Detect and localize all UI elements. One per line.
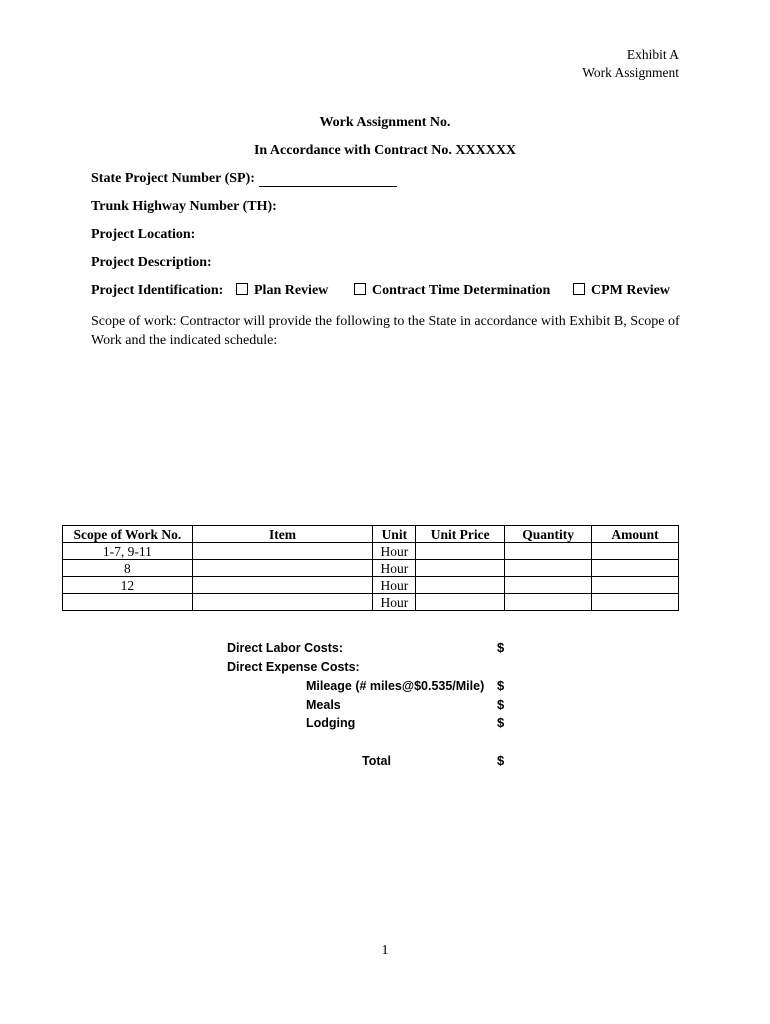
table-row [63,577,679,594]
scope-no-cell: 1-7, 9-11 [63,543,193,560]
item-cell[interactable] [192,594,373,611]
page-number: 1 [381,943,389,958]
table-row [63,560,679,577]
cpm-review-checkbox[interactable] [573,283,585,295]
quantity-cell[interactable] [505,560,592,577]
header-quantity: Quantity [505,526,592,543]
item-cell[interactable] [192,577,373,594]
table-header-row [63,526,679,543]
total-label: Total [362,754,391,768]
meals-label: Meals [306,698,341,712]
state-project-label: State Project Number (SP): [91,171,255,186]
mileage-dollar: $ [497,678,505,693]
project-identification-row [91,283,683,301]
table-row [63,594,679,611]
mileage-label: Mileage (# miles@$0.535/Mile) [306,679,485,693]
trunk-highway-label: Trunk Highway Number (TH): [91,199,277,214]
unit-price-cell[interactable] [416,594,505,611]
scope-no-cell [63,594,193,611]
unit-price-cell[interactable] [416,577,505,594]
exhibit-label: Exhibit A [626,47,679,62]
work-assignment-title: Work Assignment No. [319,115,451,130]
quantity-cell[interactable] [505,594,592,611]
exhibit-subtitle: Work Assignment [582,65,679,80]
amount-cell[interactable] [592,543,679,560]
unit-cell: Hour [373,577,416,594]
header-item: Item [192,526,373,543]
project-identification-label: Project Identification: [91,283,224,298]
plan-review-checkbox[interactable] [236,283,248,295]
unit-cell: Hour [373,560,416,577]
work-table [62,525,679,611]
header-unit: Unit [373,526,416,543]
scope-no-cell: 12 [63,577,193,594]
unit-cell: Hour [373,594,416,611]
state-project-field [91,171,397,187]
amount-cell[interactable] [592,560,679,577]
lodging-label: Lodging [306,716,356,730]
header-scope-no: Scope of Work No. [63,526,193,543]
unit-price-cell[interactable] [416,543,505,560]
quantity-cell[interactable] [505,543,592,560]
plan-review-label: Plan Review [254,283,329,298]
direct-expense-label: Direct Expense Costs: [227,660,360,674]
meals-dollar: $ [497,697,505,712]
unit-price-cell[interactable] [416,560,505,577]
amount-cell[interactable] [592,577,679,594]
state-project-blank[interactable] [259,172,397,187]
project-location-label: Project Location: [91,227,196,242]
quantity-cell[interactable] [505,577,592,594]
cpm-review-option[interactable] [573,283,670,299]
header-amount: Amount [592,526,679,543]
item-cell[interactable] [192,543,373,560]
header-unit-price: Unit Price [416,526,505,543]
contract-time-option[interactable] [354,283,550,299]
scope-no-cell: 8 [63,560,193,577]
contract-time-checkbox[interactable] [354,283,366,295]
total-dollar: $ [497,753,505,768]
exhibit-header [582,46,679,82]
scope-of-work-text: Scope of work: Contractor will provide the following to the State in accordance with Exhibit B, Scope of Work and the indicated schedule: [91,314,680,348]
direct-labor-dollar: $ [497,640,505,655]
direct-labor-label: Direct Labor Costs: [227,641,343,655]
lodging-dollar: $ [497,715,505,730]
project-description-label: Project Description: [91,255,212,270]
plan-review-option[interactable] [236,283,328,299]
cpm-review-label: CPM Review [591,283,670,298]
contract-title: In Accordance with Contract No. XXXXXX [253,143,517,158]
unit-cell: Hour [373,543,416,560]
amount-cell[interactable] [592,594,679,611]
item-cell[interactable] [192,560,373,577]
contract-time-label: Contract Time Determination [372,283,551,298]
table-row [63,543,679,560]
